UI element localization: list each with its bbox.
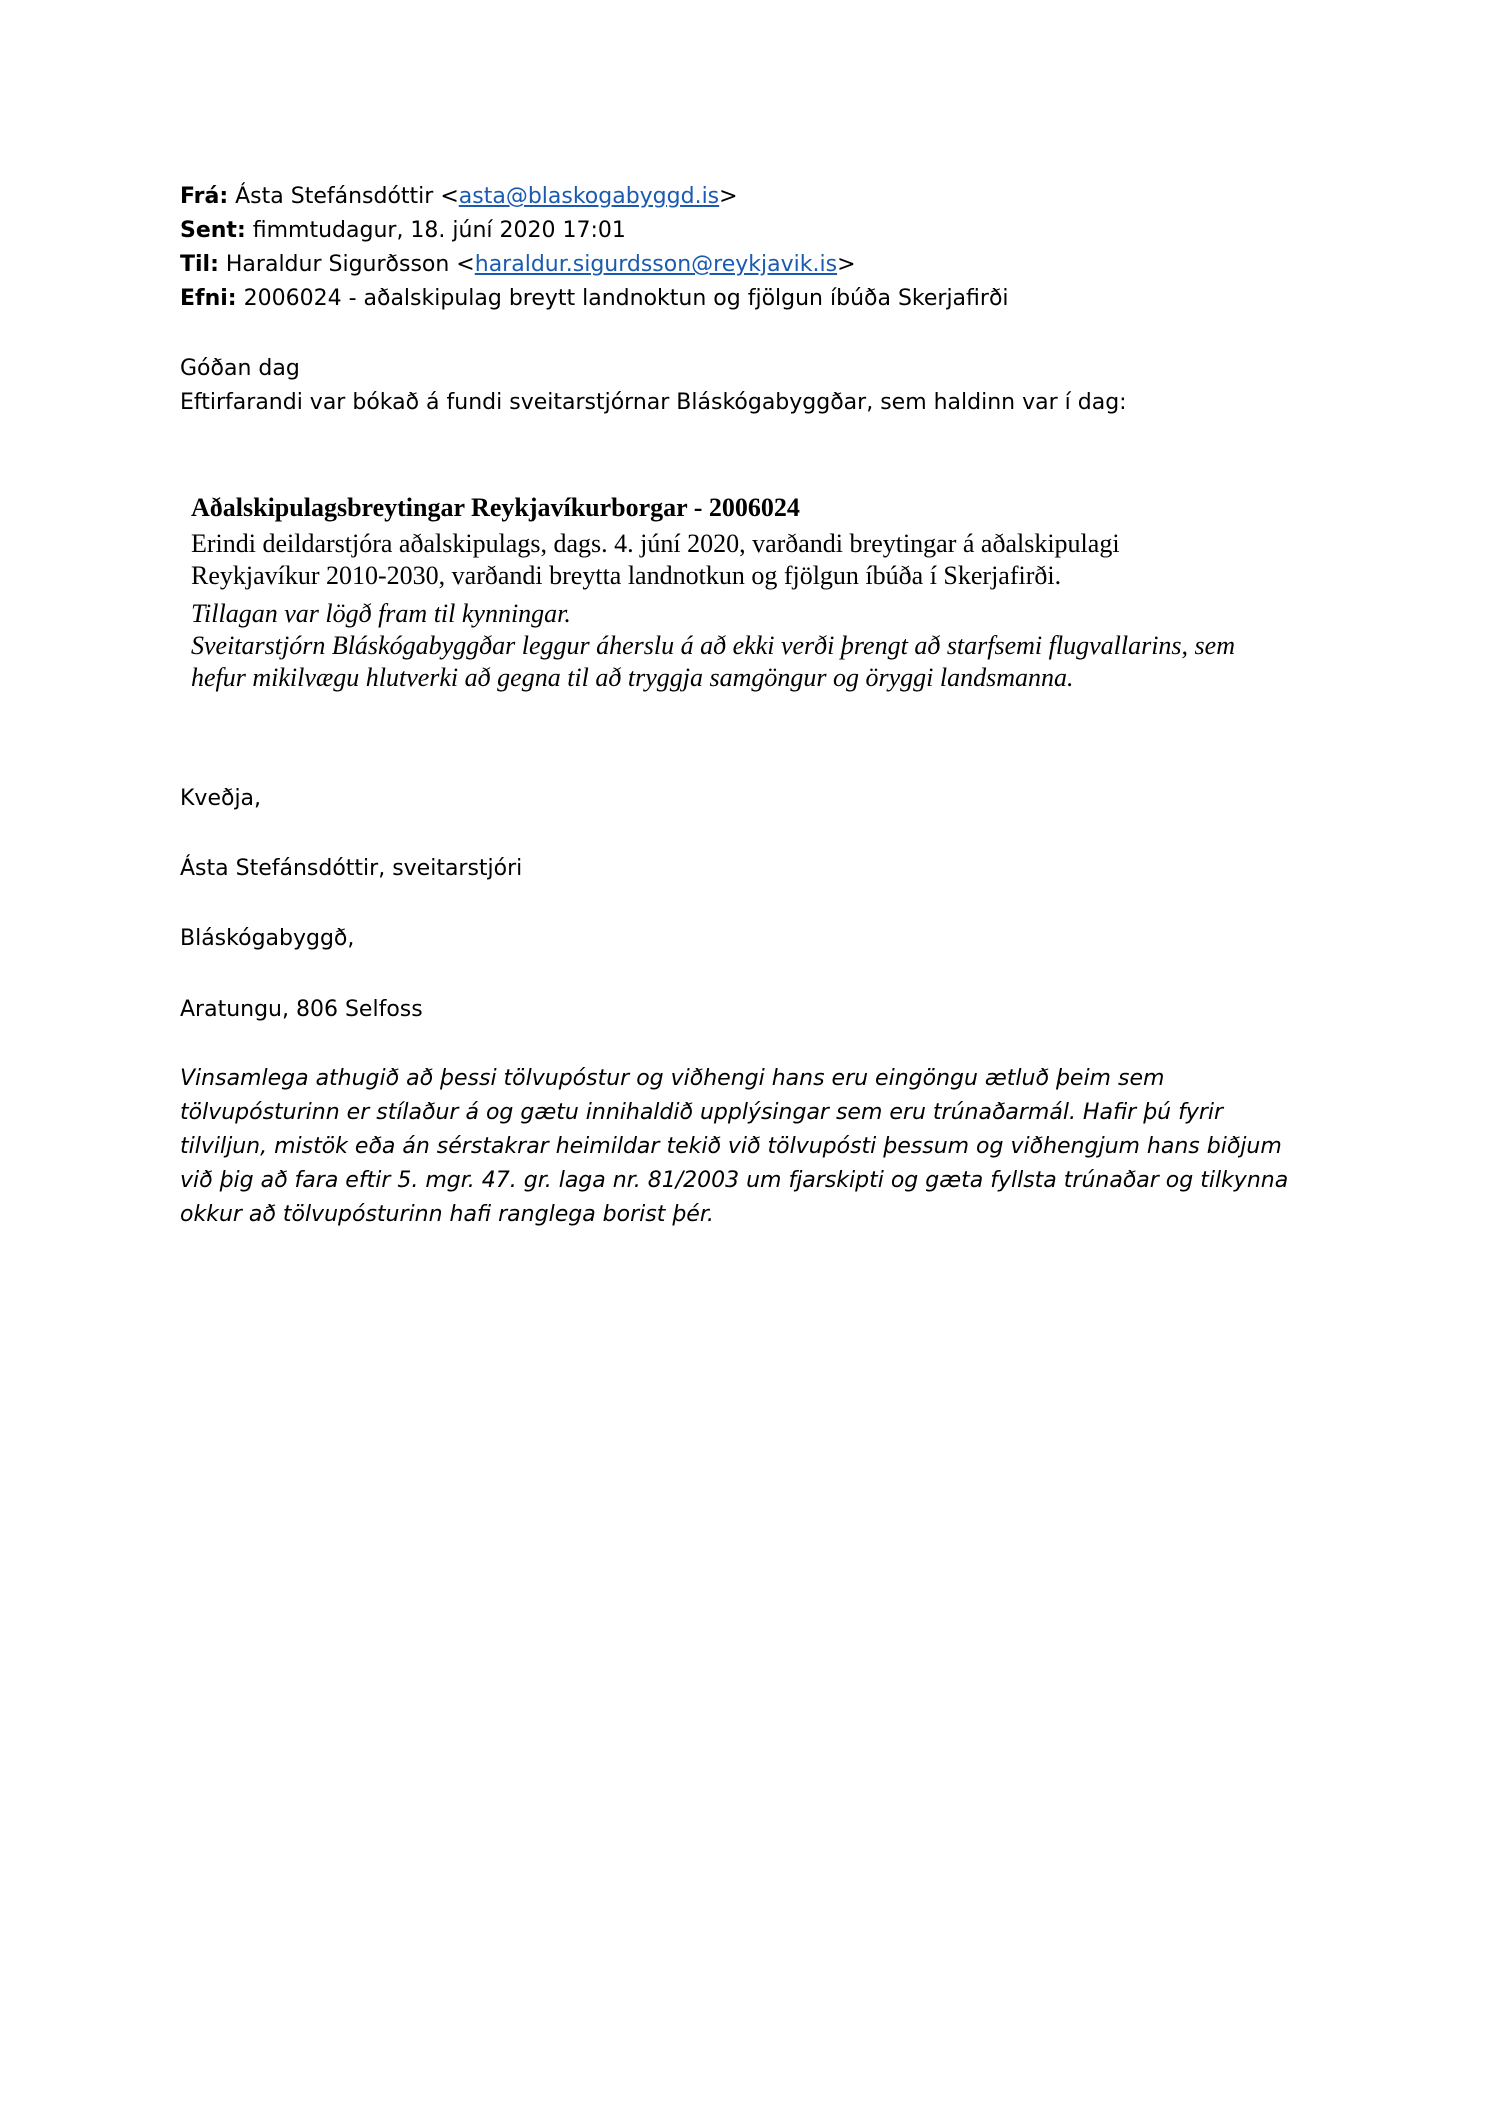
to-label: Til: [180, 252, 219, 277]
subject-label: Efni: [180, 286, 237, 311]
subject-row [180, 282, 1009, 316]
sent-value: fimmtudagur, 18. júní 2020 17:01 [252, 218, 626, 243]
from-email-link[interactable]: asta@blaskogabyggd.is [458, 184, 720, 209]
to-email-link[interactable]: haraldur.sigurdsson@reykjavik.is [474, 252, 838, 277]
intro-line: Eftirfarandi var bókað á fundi sveitarstjórnar Bláskógabyggðar, sem haldinn var í dag: [180, 390, 1127, 415]
disclaimer-line: Vinsamlega athugið að þessi tölvupóstur og viðhengi hans eru eingöngu ætluð þeim sem [180, 1066, 1165, 1091]
minutes-body-line: Reykjavíkur 2010-2030, varðandi breytta landnotkun og fjölgun íbúða í Skerjafirði. [191, 561, 1062, 590]
minutes-result-line: Tillagan var lögð fram til kynningar. [191, 599, 571, 628]
from-close: > [719, 184, 738, 209]
minutes-result [191, 598, 1341, 694]
minutes-result-line: hefur mikilvægu hlutverki að gegna til að tryggja samgöngur og öryggi landsmanna. [191, 663, 1074, 692]
from-name: Ásta Stefánsdóttir < [235, 184, 459, 209]
minutes-body [191, 528, 1341, 592]
to-row [180, 248, 1009, 282]
from-row [180, 180, 1009, 214]
meeting-minutes [191, 490, 1341, 694]
to-close: > [837, 252, 856, 277]
from-label: Frá: [180, 184, 229, 209]
disclaimer-line: við þig að fara eftir 5. mgr. 47. gr. laga nr. 81/2003 um fjarskipti og gæta fyllsta trúnaðar og tilkynna [180, 1168, 1289, 1193]
to-name: Haraldur Sigurðsson < [225, 252, 475, 277]
disclaimer-line: tölvupósturinn er stílaður á og gætu innihaldið upplýsingar sem eru trúnaðarmál. Hafir þú fyrir [180, 1100, 1224, 1125]
greeting-line: Góðan dag [180, 356, 300, 381]
minutes-body-line: Erindi deildarstjóra aðalskipulags, dags. 4. júní 2020, varðandi breytingar á aðalskipulagi [191, 529, 1120, 558]
disclaimer-line: okkur að tölvupósturinn hafi ranglega borist þér. [180, 1202, 714, 1227]
minutes-result-line: Sveitarstjórn Bláskógabyggðar leggur áherslu á að ekki verði þrengt að starfsemi flugvallarins, sem [191, 631, 1235, 660]
sent-label: Sent: [180, 218, 246, 243]
greeting [180, 352, 1127, 420]
subject-value: 2006024 - aðalskipulag breytt landnoktun og fjölgun íbúða Skerjafirði [243, 286, 1009, 311]
disclaimer-line: tilviljun, mistök eða án sérstakrar heimildar tekið við tölvupósti þessum og viðhengjum hans biðjum [180, 1134, 1282, 1159]
signature-name: Ásta Stefánsdóttir, sveitarstjóri [180, 856, 523, 881]
email-header [180, 180, 1009, 316]
signature-address: Aratungu, 806 Selfoss [180, 997, 423, 1022]
confidentiality-disclaimer [180, 1062, 1340, 1232]
signature-regards: Kveðja, [180, 786, 262, 811]
sent-row [180, 214, 1009, 248]
minutes-title: Aðalskipulagsbreytingar Reykjavíkurborgar - 2006024 [191, 493, 800, 522]
signature-organization: Bláskógabyggð, [180, 926, 355, 951]
